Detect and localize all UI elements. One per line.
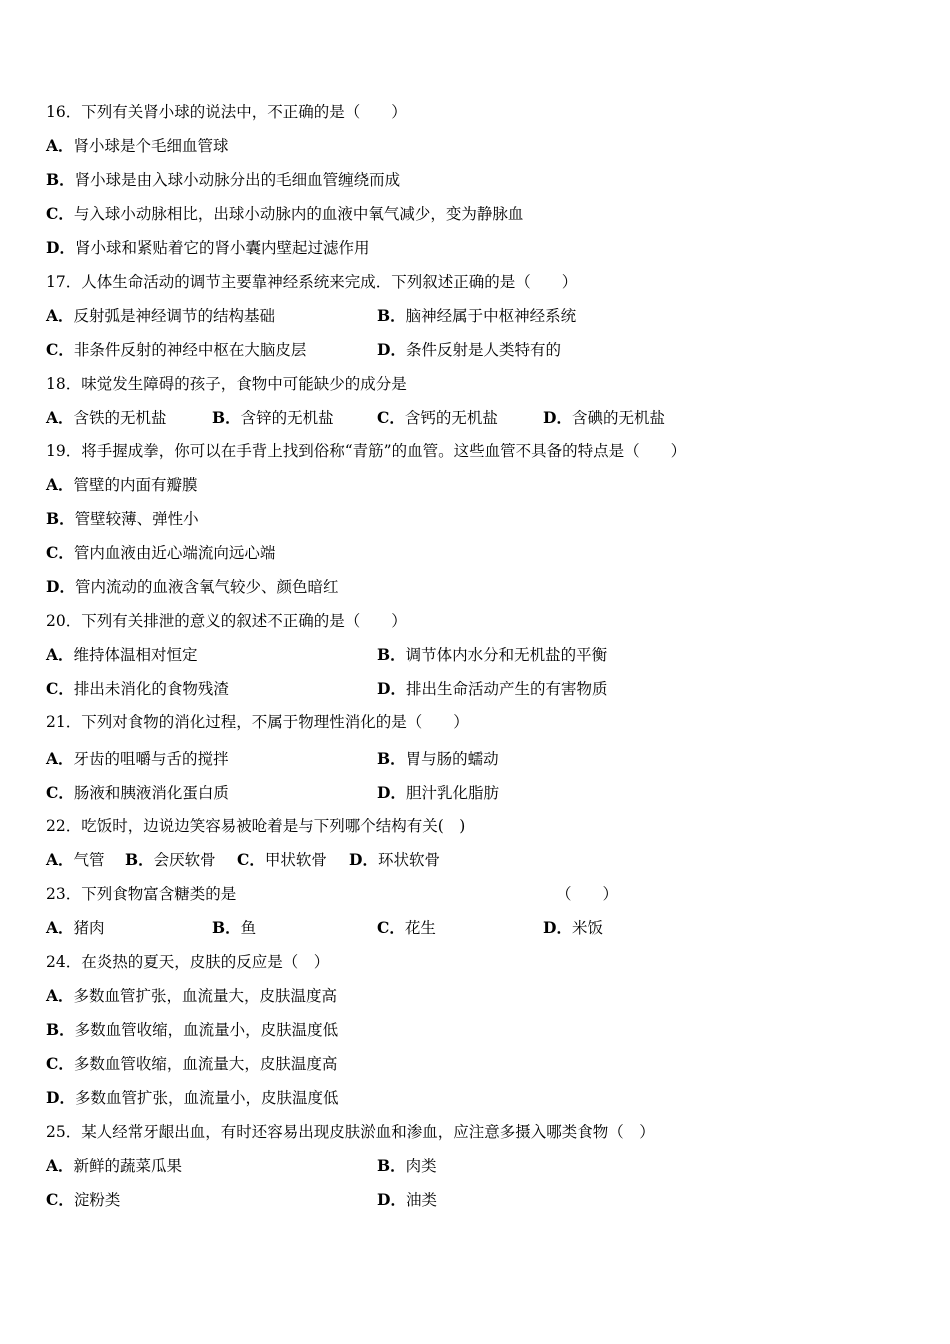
option-label: D．: [543, 918, 572, 937]
question-17-option-b: [377, 306, 576, 326]
option-text: 新鲜的蔬菜瓜果: [73, 1157, 183, 1175]
question-17-stem: 17．人体生命活动的调节主要靠神经系统来完成．下列叙述正确的是（ ）: [46, 273, 578, 291]
question-20-option-b: [377, 645, 607, 665]
option-text: 管内流动的血液含氧气较少、颜色暗红: [74, 578, 339, 596]
question-16-stem: 16．下列有关肾小球的说法中，不正确的是（ ）: [46, 103, 407, 121]
option-text: 多数血管收缩，血流量小，皮肤温度低: [74, 1021, 339, 1039]
option-label: C．: [46, 783, 74, 802]
question-16-option-d: [46, 238, 369, 258]
question-18-stem: 18．味觉发生障碍的孩子，食物中可能缺少的成分是: [46, 375, 407, 393]
question-22-option-a: [46, 850, 105, 870]
option-text: 牙齿的咀嚼与舌的搅拌: [73, 750, 229, 768]
option-text: 排出未消化的食物残渣: [73, 680, 229, 698]
option-text: 胆汁乳化脂肪: [405, 784, 499, 802]
option-label: D．: [377, 783, 406, 802]
option-text: 胃与肠的蠕动: [405, 750, 499, 768]
option-label: B．: [377, 1156, 406, 1175]
question-18-option-d: [543, 408, 665, 428]
option-label: C．: [46, 340, 74, 359]
option-label: B．: [377, 306, 406, 325]
option-text: 管壁较薄、弹性小: [74, 510, 199, 528]
question-24-stem: 24．在炎热的夏天，皮肤的反应是（ ）: [46, 953, 330, 971]
option-label: D．: [46, 577, 75, 596]
question-25-option-a: [46, 1156, 182, 1176]
question-16-option-a: [46, 136, 229, 156]
option-text: 会厌软骨: [153, 851, 216, 869]
question-24-option-d: [46, 1088, 338, 1108]
option-text: 肾小球是由入球小动脉分出的毛细血管缠绕而成: [74, 171, 401, 189]
question-17-option-c: [46, 340, 306, 360]
question-20-option-c: [46, 679, 229, 699]
option-text: 猪肉: [73, 919, 105, 937]
option-label: C．: [377, 408, 405, 427]
question-25-option-d: [377, 1190, 437, 1210]
question-22-option-d: [349, 850, 440, 870]
option-label: A．: [46, 136, 74, 155]
question-23-answer-bracket: （ ）: [556, 885, 619, 903]
question-19-option-c: [46, 543, 275, 563]
option-text: 多数血管收缩，血流量大，皮肤温度高: [73, 1055, 338, 1073]
option-label: B．: [212, 408, 241, 427]
option-text: 鱼: [240, 919, 257, 937]
option-text: 气管: [73, 851, 105, 869]
question-22-option-c: [237, 850, 327, 870]
question-20-stem: 20．下列有关排泄的意义的叙述不正确的是（ ）: [46, 612, 407, 630]
option-text: 多数血管扩张，血流量大，皮肤温度高: [73, 987, 338, 1005]
question-25-option-b: [377, 1156, 437, 1176]
option-label: D．: [46, 1088, 75, 1107]
question-19-stem: 19．将手握成拳，你可以在手背上找到俗称“青筋”的血管。这些血管不具备的特点是（ ）: [46, 442, 687, 460]
option-text: 甲状软骨: [264, 851, 327, 869]
option-text: 肾小球和紧贴着它的肾小囊内壁起过滤作用: [74, 239, 370, 257]
option-label: D．: [543, 408, 572, 427]
option-label: B．: [377, 645, 406, 664]
option-label: C．: [46, 1054, 74, 1073]
option-label: A．: [46, 749, 74, 768]
option-label: A．: [46, 475, 74, 494]
option-label: D．: [377, 340, 406, 359]
option-label: B．: [377, 749, 406, 768]
option-label: A．: [46, 986, 74, 1005]
option-label: A．: [46, 918, 74, 937]
question-17-option-a: [46, 306, 275, 326]
option-label: C．: [377, 918, 405, 937]
option-label: C．: [46, 1190, 74, 1209]
question-19-option-b: [46, 509, 199, 529]
option-label: B．: [125, 850, 154, 869]
option-text: 肠液和胰液消化蛋白质: [73, 784, 229, 802]
question-21-option-a: [46, 749, 229, 769]
question-22-option-b: [125, 850, 216, 870]
question-23-option-a: [46, 918, 105, 938]
question-21-option-b: [377, 749, 499, 769]
question-17-option-d: [377, 340, 561, 360]
question-24-option-a: [46, 986, 337, 1006]
option-text: 肉类: [405, 1157, 437, 1175]
option-text: 含碘的无机盐: [571, 409, 665, 427]
question-18-option-b: [212, 408, 334, 428]
option-text: 与入球小动脉相比，出球小动脉内的血液中氧气减少，变为静脉血: [73, 205, 524, 223]
option-text: 米饭: [571, 919, 603, 937]
option-text: 含钙的无机盐: [404, 409, 498, 427]
option-text: 淀粉类: [73, 1191, 121, 1209]
option-text: 多数血管扩张，血流量小，皮肤温度低: [74, 1089, 339, 1107]
question-23-option-d: [543, 918, 603, 938]
question-23-option-b: [212, 918, 256, 938]
option-text: 调节体内水分和无机盐的平衡: [405, 646, 608, 664]
question-23-stem: 23．下列食物富含糖类的是: [46, 885, 237, 903]
option-label: B．: [46, 170, 75, 189]
question-20-option-a: [46, 645, 198, 665]
question-22-stem: 22．吃饭时，边说边笑容易被呛着是与下列哪个结构有关( ): [46, 817, 466, 835]
option-label: A．: [46, 306, 74, 325]
question-18-option-a: [46, 408, 167, 428]
option-label: D．: [349, 850, 378, 869]
option-label: A．: [46, 645, 74, 664]
option-label: C．: [46, 543, 74, 562]
option-text: 油类: [405, 1191, 437, 1209]
option-label: D．: [377, 1190, 406, 1209]
option-label: C．: [237, 850, 265, 869]
option-label: D．: [46, 238, 75, 257]
question-21-option-c: [46, 783, 229, 803]
question-24-option-c: [46, 1054, 337, 1074]
option-text: 反射弧是神经调节的结构基础: [73, 307, 276, 325]
option-text: 含铁的无机盐: [73, 409, 167, 427]
option-text: 脑神经属于中枢神经系统: [405, 307, 577, 325]
option-label: B．: [46, 509, 75, 528]
question-21-option-d: [377, 783, 499, 803]
option-text: 环状软骨: [377, 851, 440, 869]
option-label: A．: [46, 850, 74, 869]
question-19-option-a: [46, 475, 198, 495]
option-text: 管内血液由近心端流向远心端: [73, 544, 276, 562]
option-text: 排出生命活动产生的有害物质: [405, 680, 608, 698]
option-label: A．: [46, 1156, 74, 1175]
option-label: C．: [46, 204, 74, 223]
option-text: 非条件反射的神经中枢在大脑皮层: [73, 341, 307, 359]
question-20-option-d: [377, 679, 607, 699]
option-text: 条件反射是人类特有的: [405, 341, 561, 359]
option-text: 肾小球是个毛细血管球: [73, 137, 229, 155]
question-18-option-c: [377, 408, 498, 428]
option-label: A．: [46, 408, 74, 427]
option-text: 含锌的无机盐: [240, 409, 334, 427]
option-text: 管壁的内面有瓣膜: [73, 476, 198, 494]
question-24-option-b: [46, 1020, 338, 1040]
question-16-option-b: [46, 170, 400, 190]
question-21-stem: 21．下列对食物的消化过程，不属于物理性消化的是（ ）: [46, 713, 469, 731]
option-label: B．: [46, 1020, 75, 1039]
question-23-option-c: [377, 918, 436, 938]
option-text: 花生: [404, 919, 436, 937]
question-25-stem: 25．某人经常牙龈出血，有时还容易出现皮肤淤血和渗血，应注意多摄入哪类食物（ ）: [46, 1123, 655, 1141]
option-label: B．: [212, 918, 241, 937]
option-label: C．: [46, 679, 74, 698]
option-text: 维持体温相对恒定: [73, 646, 198, 664]
question-25-option-c: [46, 1190, 120, 1210]
option-label: D．: [377, 679, 406, 698]
question-19-option-d: [46, 577, 338, 597]
question-16-option-c: [46, 204, 523, 224]
